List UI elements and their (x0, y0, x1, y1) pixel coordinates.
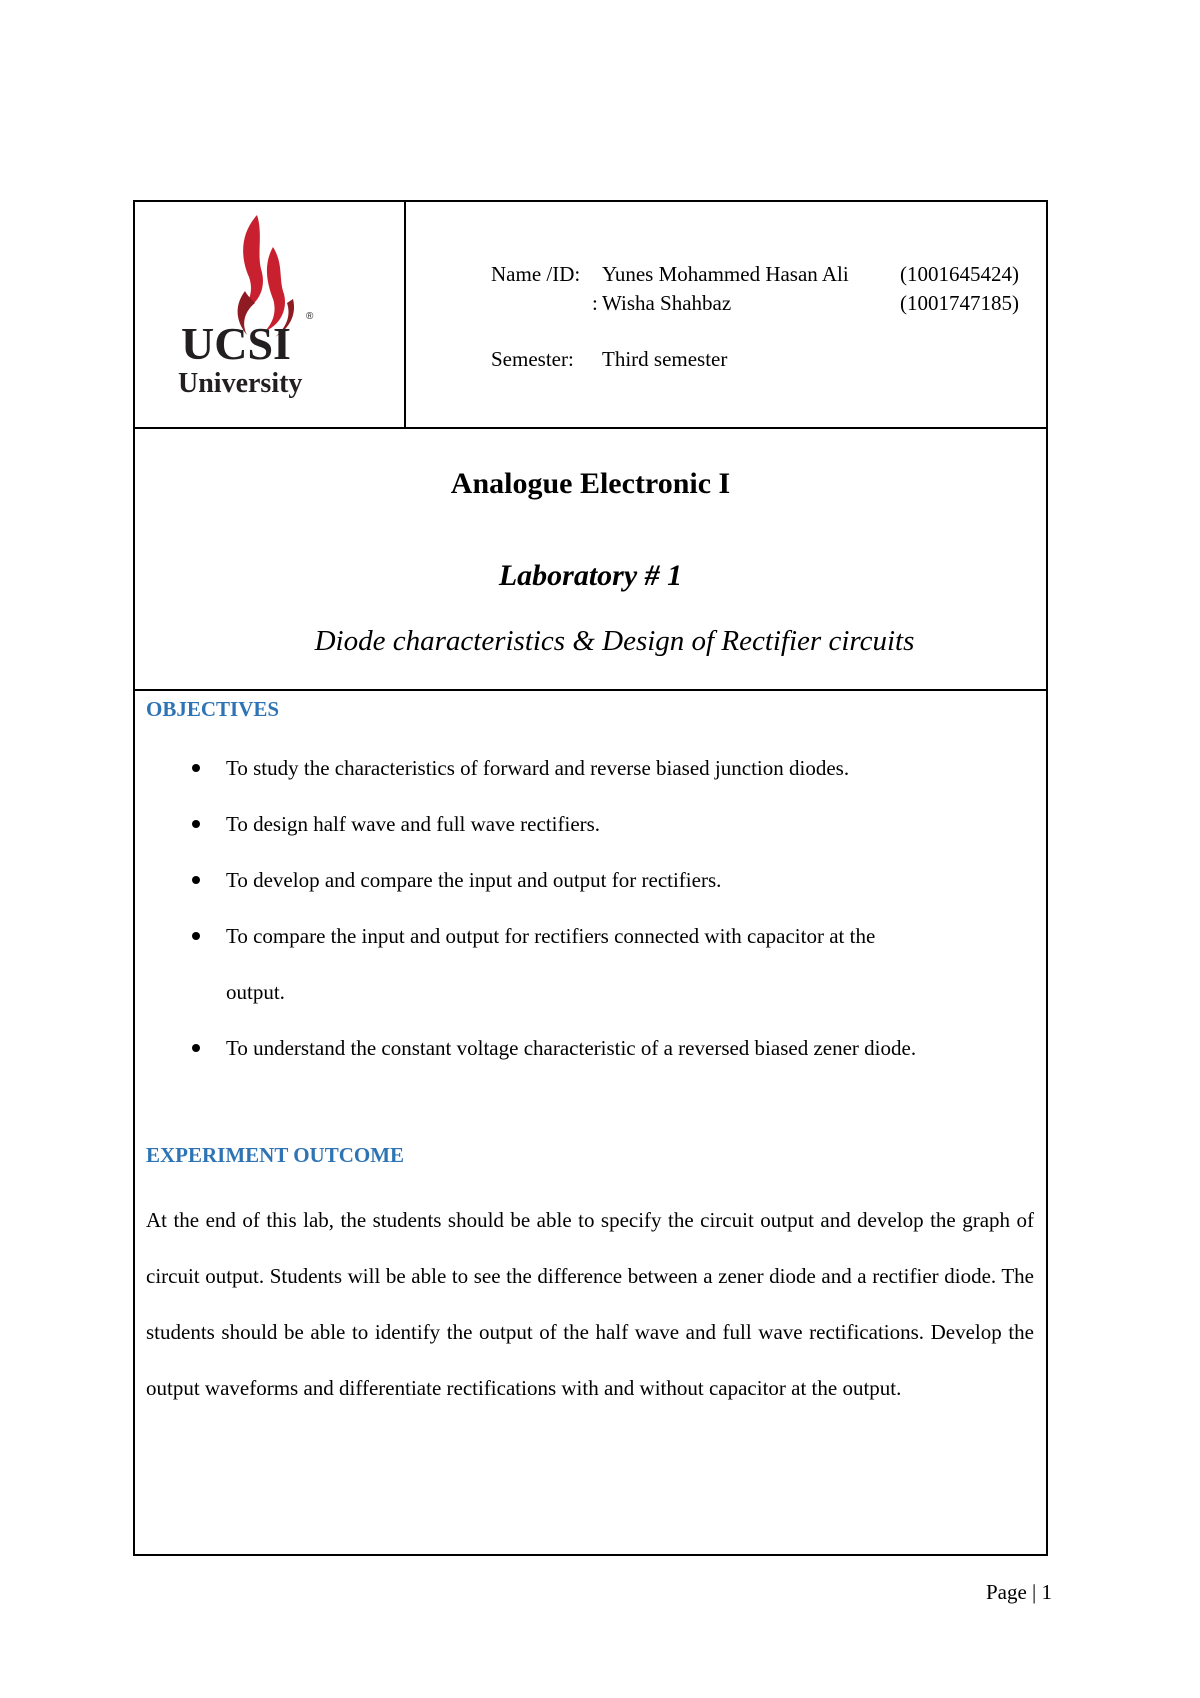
objective-text: To understand the constant voltage characteristic of a reversed biased zener diode. (226, 1036, 917, 1060)
outcome-paragraph: At the end of this lab, the students should be able to specify the circuit output and develop the graph of circuit output. Students will be able to see the difference between a zener diode and a rectifier diode. The students should be able to identify the output of the half wave and full wave rectifications. Develop the output waveforms and differentiate rectifications with and without capacitor at the output. (146, 1208, 1034, 1400)
student-id: (1001747185) (900, 291, 1019, 315)
bullet-icon (192, 932, 200, 940)
student-name: Wisha Shahbaz (602, 291, 732, 315)
name-id-label: Name /ID: (491, 262, 581, 286)
student-name: Yunes Mohammed Hasan Ali (602, 262, 849, 286)
objective-text: To develop and compare the input and output for rectifiers. (226, 868, 722, 892)
student-prefix: : (592, 291, 598, 315)
lab-subtitle: Diode characteristics & Design of Rectifier circuits (314, 625, 915, 657)
semester-value: Third semester (602, 347, 728, 371)
document-frame (133, 200, 1048, 1556)
objective-text: To design half wave and full wave rectifiers. (226, 812, 601, 836)
logo-subtitle: University (178, 368, 303, 399)
student-info (406, 202, 1046, 427)
lab-title: Laboratory # 1 (498, 559, 683, 592)
bullet-icon (192, 876, 200, 884)
objectives-list (146, 740, 1036, 1076)
bullet-icon (192, 820, 200, 828)
objectives-heading: OBJECTIVES (146, 697, 280, 721)
page-number: Page | 1 (985, 1580, 1052, 1604)
registered-mark: ® (306, 311, 314, 322)
list-item (146, 1020, 1036, 1076)
objective-text: To study the characteristics of forward and reverse biased junction diodes. (226, 756, 850, 780)
student-id: (1001645424) (900, 262, 1019, 286)
bullet-icon (192, 1044, 200, 1052)
objective-text: To compare the input and output for rectifiers connected with capacitor at the output. (226, 924, 876, 1004)
logo-name: UCSI (181, 318, 291, 369)
course-title: Analogue Electronic I (450, 467, 731, 500)
header-row (135, 202, 1046, 429)
semester-label: Semester: (491, 347, 574, 371)
title-block (135, 429, 1046, 691)
list-item (146, 796, 1036, 852)
ucsi-logo (175, 207, 365, 417)
logo-cell (135, 202, 406, 427)
list-item (146, 852, 1036, 908)
outcome-heading: EXPERIMENT OUTCOME (146, 1143, 405, 1167)
bullet-icon (192, 764, 200, 772)
list-item (146, 908, 1036, 1020)
list-item (146, 740, 1036, 796)
